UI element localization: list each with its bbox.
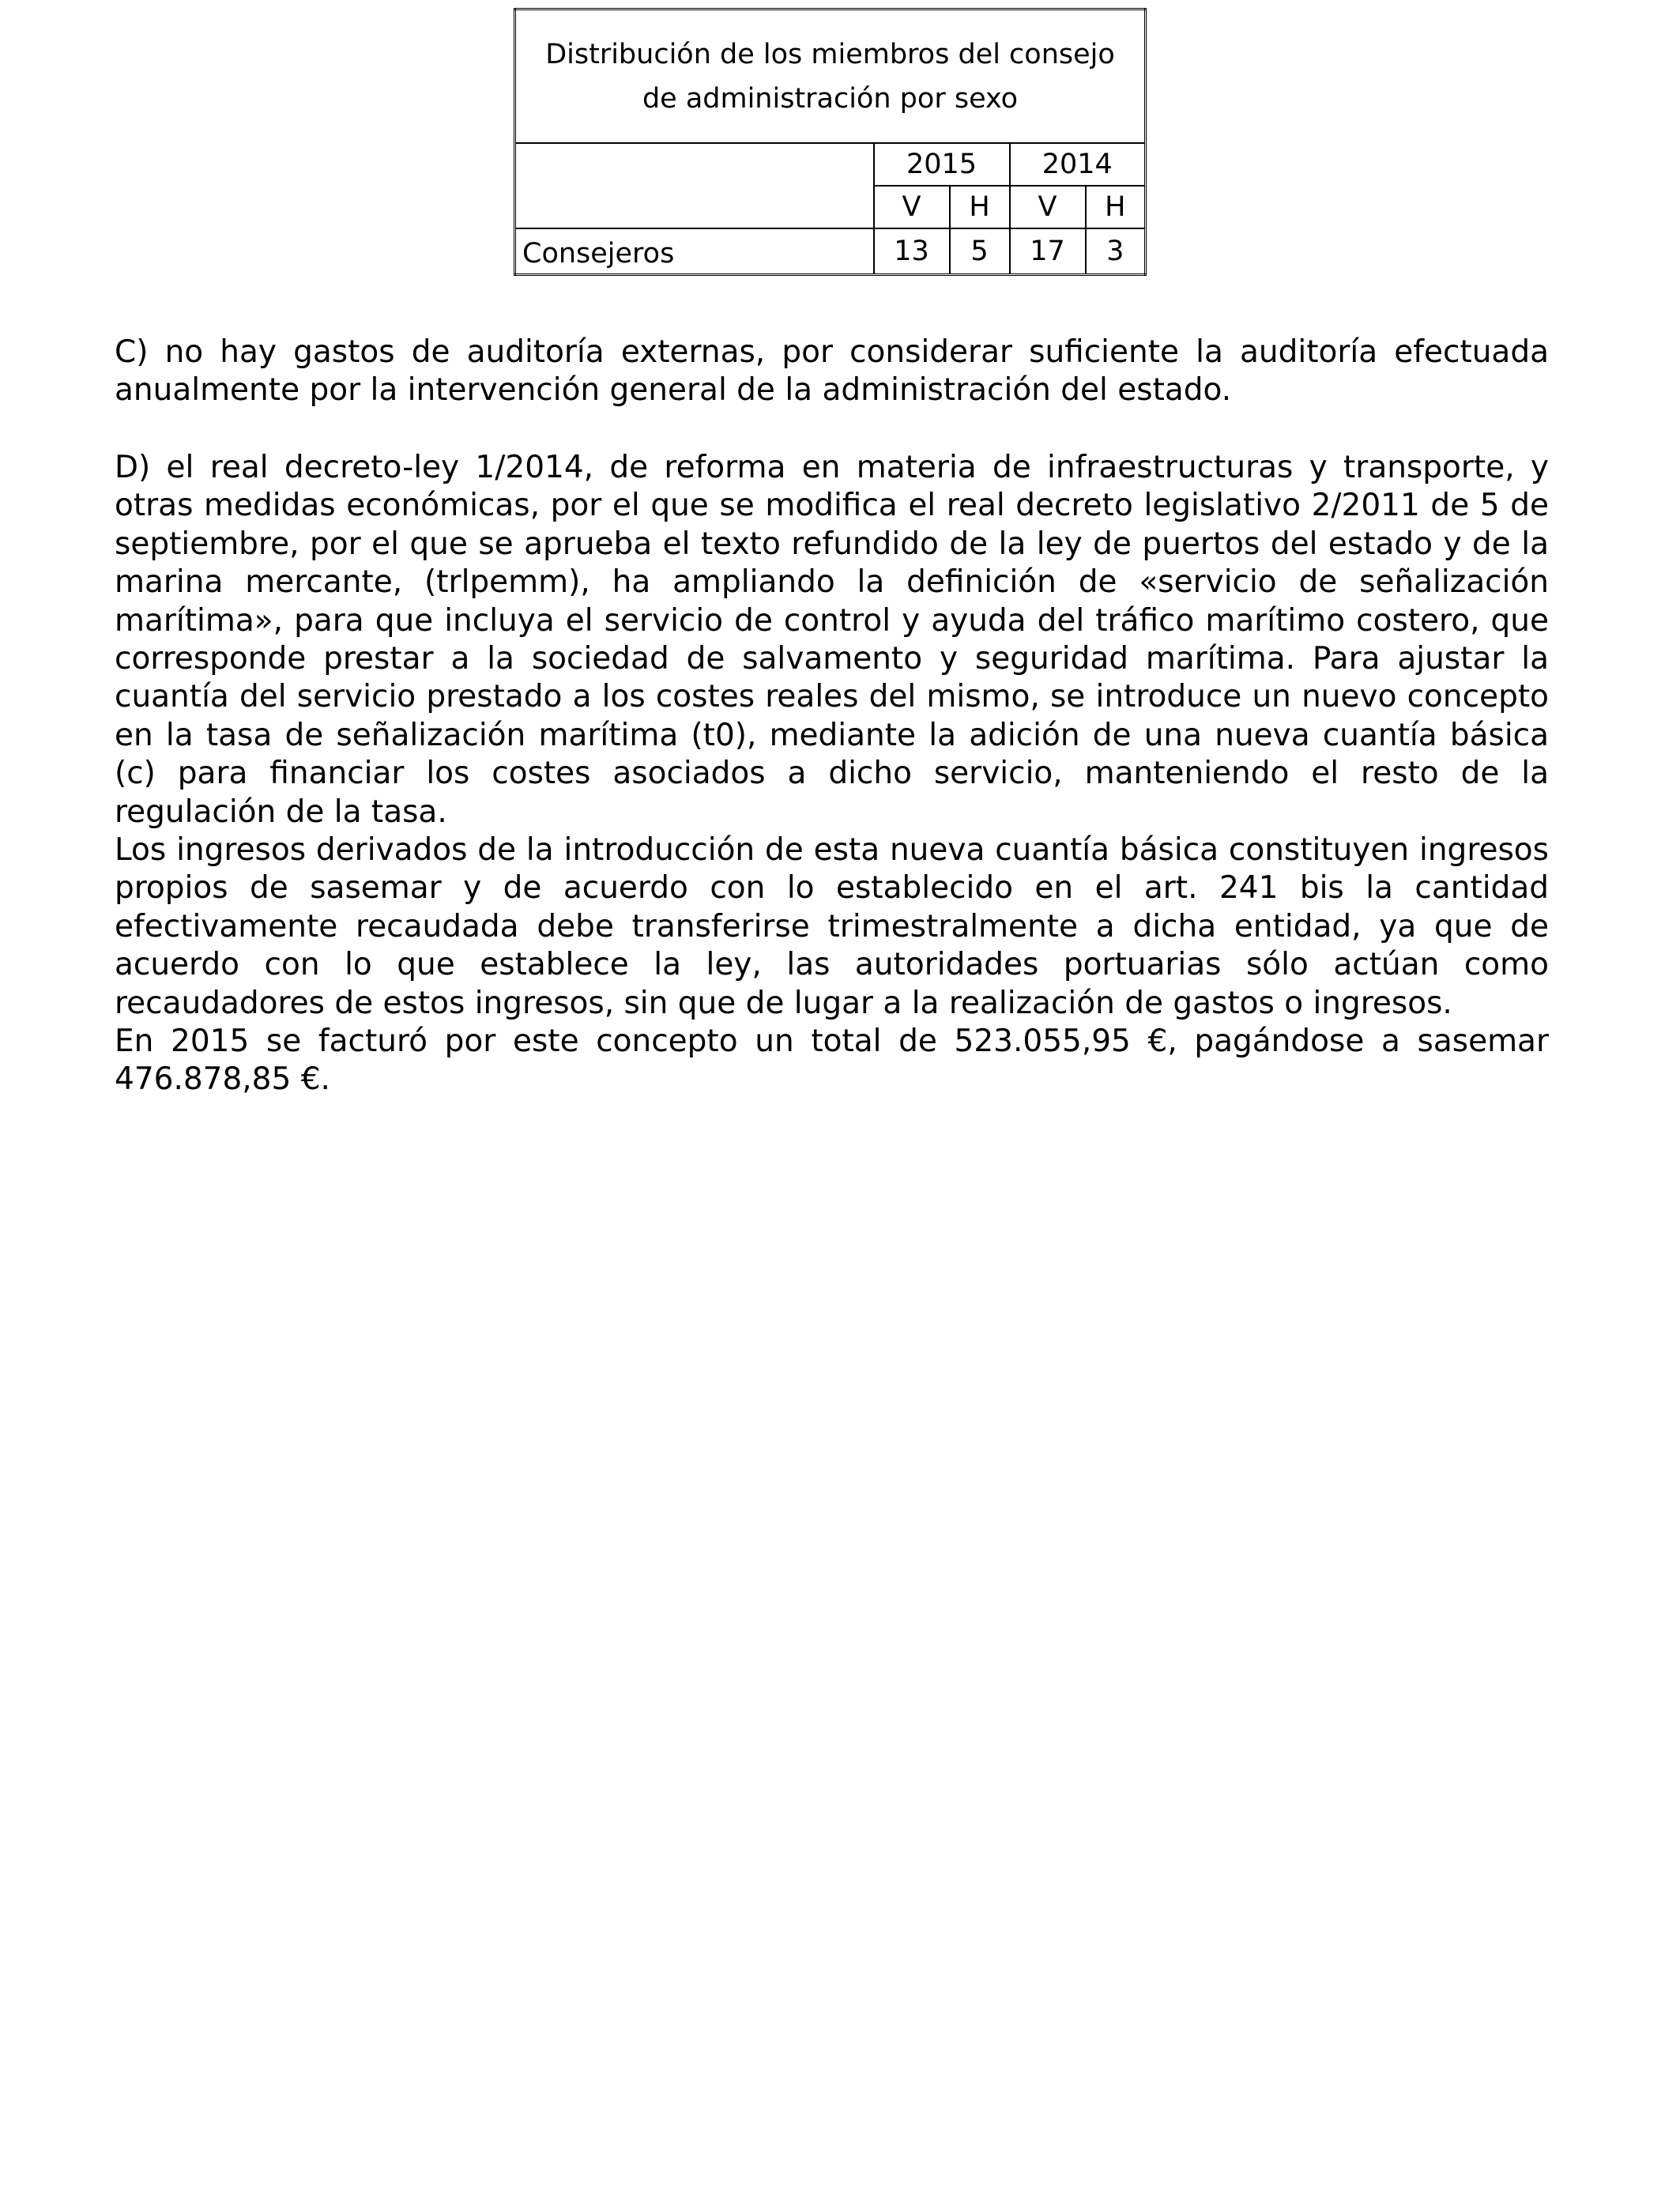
table-title: Distribución de los miembros del consejo de administración por sexo — [515, 9, 1146, 144]
sex-header-h-2014: H — [1086, 186, 1146, 228]
board-composition-table — [514, 8, 1147, 276]
paragraph-c-auditoria: C) no hay gastos de auditoría externas, por considerar suficiente la auditoría efectuada anualmente por la intervención general de la administración del estado. — [115, 334, 1549, 409]
value-v-2015: 13 — [874, 228, 950, 275]
row-label-consejeros: Consejeros — [515, 228, 874, 275]
paragraph-facturacion: En 2015 se facturó por este concepto un total de 523.055,95 €, pagándose a sasemar 476.878,85 €. — [115, 1023, 1549, 1098]
year-header-2015: 2015 — [874, 143, 1010, 186]
value-h-2015: 5 — [950, 228, 1010, 275]
sex-header-v-2015: V — [874, 186, 950, 228]
value-h-2014: 3 — [1086, 228, 1146, 275]
sex-header-h-2015: H — [950, 186, 1010, 228]
sex-header-v-2014: V — [1010, 186, 1086, 228]
table-corner-cell — [515, 143, 874, 186]
paragraph-ingresos: Los ingresos derivados de la introducción de esta nueva cuantía básica constituyen ingresos propios de sasemar y de acuerdo con lo establecido en el art. 241 bis la cantidad efectivamente recaudada debe transferirse trimestralmente a dicha entidad, ya que de acuerdo con lo que establece la ley, las autoridades portuarias sólo actúan como recaudadores de estos ingresos, sin que de lugar a la realización de gastos o ingresos. — [115, 832, 1549, 1021]
year-header-2014: 2014 — [1010, 143, 1146, 186]
table-row — [515, 228, 1146, 275]
table-corner-cell — [515, 186, 874, 228]
value-v-2014: 17 — [1010, 228, 1086, 275]
paragraph-d-real-decreto: D) el real decreto-ley 1/2014, de reforma en materia de infraestructuras y transporte, y otras medidas económicas, por el que se modifica el real decreto legislativo 2/2011 de 5 de septiembre, por el que se aprueba el texto refundido de la ley de puertos del estado y de la marina mercante, (trlpemm), ha ampliando la definición de «servicio de señalización marítima», para que incluya el servicio de control y ayuda del tráfico marítimo costero, que corresponde prestar a la sociedad de salvamento y seguridad marítima. Para ajustar la cuantía del servicio prestado a los costes reales del mismo, se introduce un nuevo concepto en la tasa de señalización marítima (t0), mediante la adición de una nueva cuantía básica (c) para financiar los costes asociados a dicho servicio, manteniendo el resto de la regulación de la tasa. — [115, 450, 1549, 830]
